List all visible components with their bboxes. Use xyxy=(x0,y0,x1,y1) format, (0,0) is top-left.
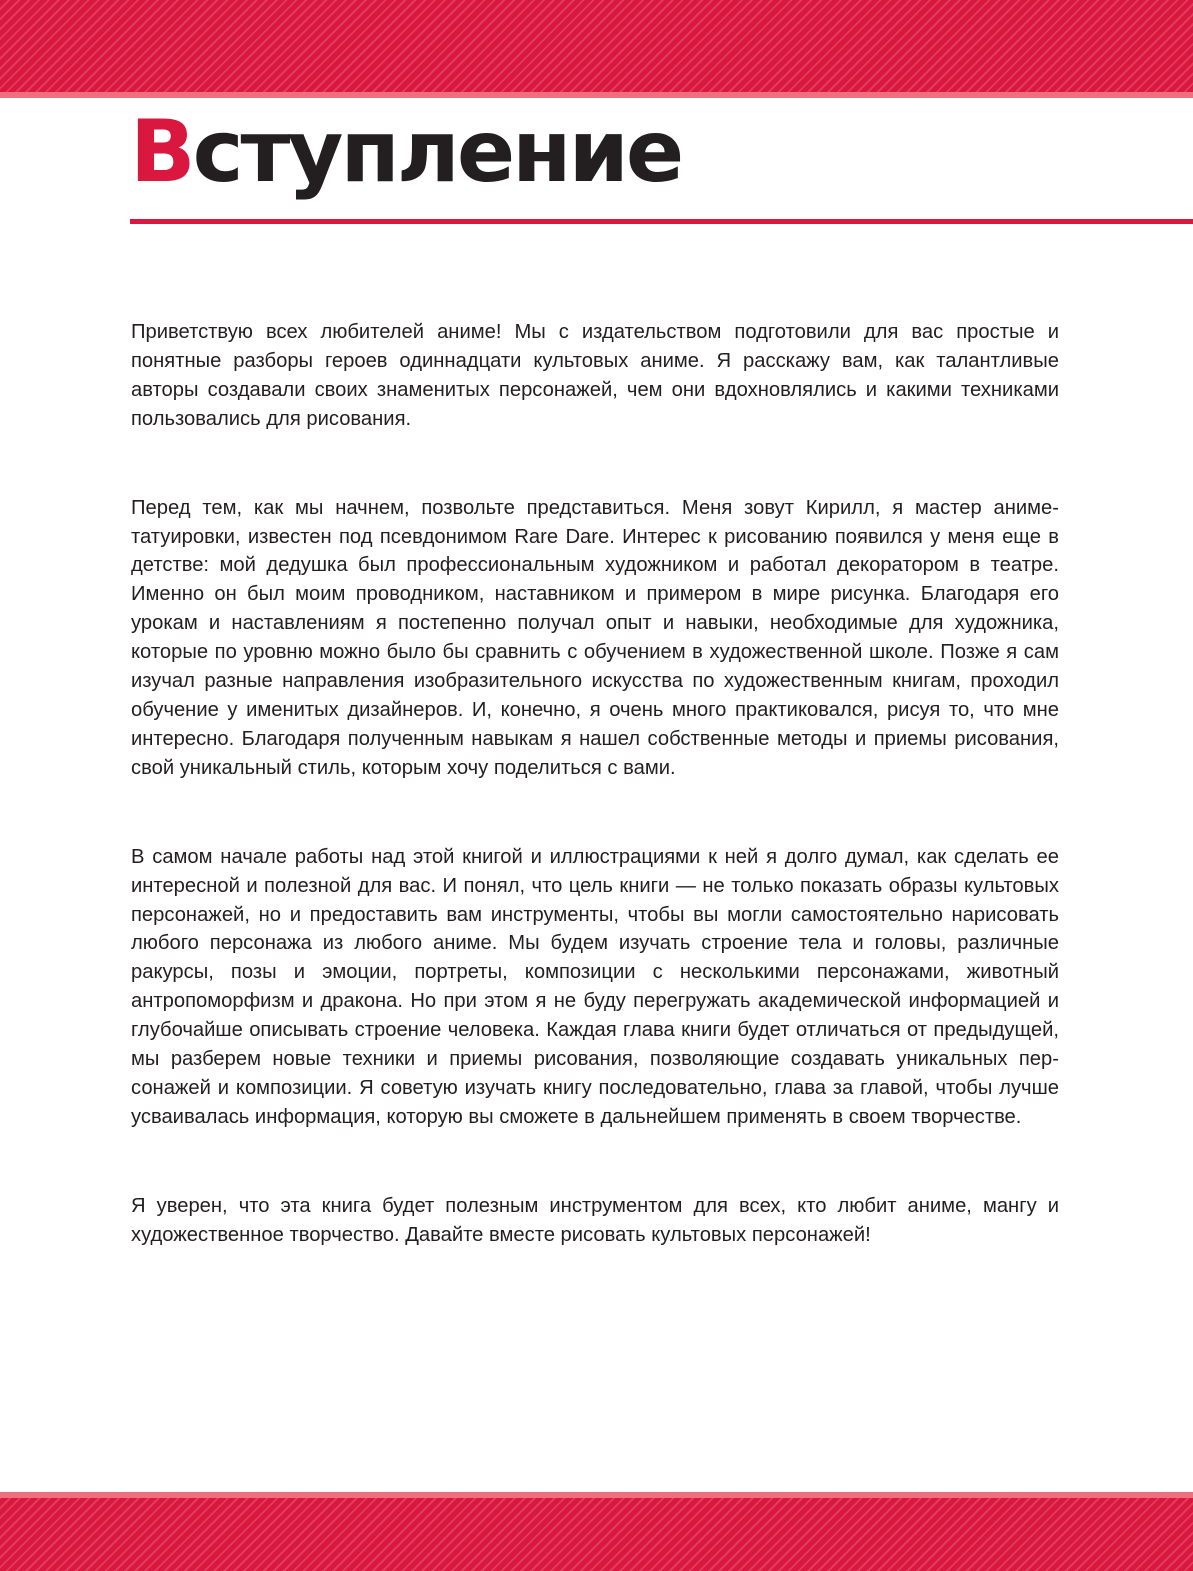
title-rest: ступление xyxy=(192,102,682,202)
paragraph-intro: Приветствую всех любителей аниме! Мы с издательством подготовили для вас простые и понятные разборы героев одиннадцати культовых аниме. Я расскажу вам, как талантливые авторы создавали своих знаменитых персонажей, чем они вдохновлялись и какими техниками пользовались для рисования. xyxy=(131,321,1059,430)
title-underline xyxy=(130,219,1193,224)
paragraph-author: Перед тем, как мы начнем, позвольте представиться. Меня зовут Кирилл, я мастер аниме-татуировки, известен под псевдонимом Rare Dare. Интерес к рисованию появился у меня еще в детстве: мой дедушка был профессиональным художником и работал декоратором в театре. Именно он был моим проводником, наставником и примером в мире рисунка. Благодаря его урокам и наставлениям я постепенно получал опыт и навыки, необходимые для художника, которые по уровню можно было бы сравнить с обучением в художественной школе. Позже я сам изучал разные направления изобразительного искусства по художественным книгам, проходил обучение у именитых дизайнеров. И, конечно, я очень много практиковался, рисуя то, что мне интересно. Благодаря полученным навыкам я нашел собственные методы и приемы рисования, свой уникальный стиль, которым хочу поделиться с вами. xyxy=(131,496,1059,779)
paragraph-closing: Я уверен, что эта книга будет полезным инструментом для всех, кто любит аниме, мангу и художественное творчество. Давайте вместе рисовать культовых персонажей! xyxy=(131,1194,1059,1246)
title-initial-letter: В xyxy=(130,102,193,202)
paragraph-book-goal: В самом начале работы над этой книгой и иллюстрациями к ней я долго думал, как сделать ее интересной и полезной для вас. И понял, что цель книги — не только показать образы культовых персонажей, но и предоставить вам инструменты, чтобы вы могли самостоятельно нарисовать любого персонажа из любого аниме. Мы будем изучать строение тела и головы, различные ракурсы, позы и эмоции, портреты, композиции с несколькими персонажами, животный антропоморфизм и дракона. Но при этом я не буду перегружать академической информацией и глубочайше описывать строение человека. Каждая глава книги будет отличаться от предыдущей, мы разберем новые техники и приемы рисования, позволяющие создавать уникальных персонажей и композиции. Я советую изучать книгу последовательно, глава за главой, чтобы лучше усваивалась информация, которую вы сможете в дальнейшем применять в своем творчестве. xyxy=(131,845,1059,1128)
page-title xyxy=(130,102,681,202)
body-text xyxy=(131,318,1059,1250)
bottom-decorative-band xyxy=(0,1492,1193,1571)
top-decorative-band xyxy=(0,0,1193,98)
